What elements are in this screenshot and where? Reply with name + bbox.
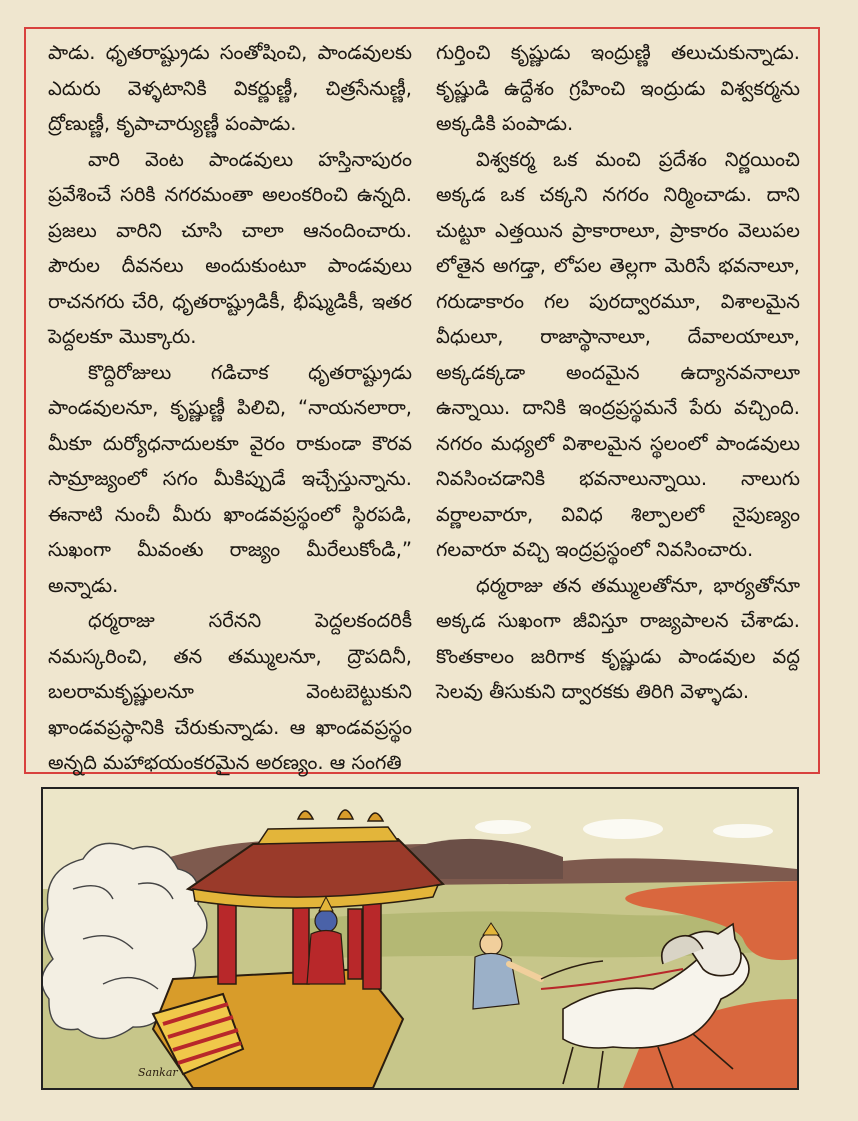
- text-frame: [24, 27, 820, 774]
- paragraph: విశ్వకర్మ ఒక మంచి ప్రదేశం నిర్ణయించి అక్కడ ఒక చక్కని నగరం నిర్మించాడు. దాని చుట్టూ ఎత్తయిన ప్రాకారాలూ, ప్రాకారం వెలుపల లోతైన అగడ్తా, లోపల తెల్లగా మెరిసే భవనాలూ, గరుడాకారం గల పురద్వారమూ, విశాలమైన వీధులూ, రాజాస్థానాలూ, దేవాలయాలూ, అక్కడక్కడా అందమైన ఉద్యానవనాలూ ఉన్నాయి. దానికి ఇంద్రప్రస్థమనే పేరు వచ్చింది. నగరం మధ్యలో విశాలమైన స్థలంలో పాండవులు నివసించడానికి భవనాలున్నాయి. నాలుగు వర్ణాలవారూ, వివిధ శిల్పాలలో నైపుణ్యం గలవారూ వచ్చి ఇంద్రప్రస్థంలో నివసించారు.: [436, 147, 800, 561]
- cloud: [713, 824, 773, 838]
- paragraph: గుర్తించి కృష్ణుడు ఇంద్రుణ్ణి తలుచుకున్నాడు. కృష్ణుడి ఉద్దేశం గ్రహించి ఇంద్రుడు విశ్వకర్మను అక్కడికి పంపాడు.: [436, 41, 800, 135]
- illustration-art: [43, 789, 797, 1088]
- krishna-body: [307, 931, 345, 985]
- cloud: [583, 819, 663, 839]
- paragraph: వారి వెంట పాండవులు హస్తినాపురం ప్రవేశించే సరికి నగరమంతా అలంకరించి ఉన్నది. ప్రజలు వారిని చూసి చాలా ఆనందించారు. పౌరుల దీవనలు అందుకుంటూ పాండవులు రాచనగరు చేరి, ధృతరాష్ట్రుడికీ, భీష్ముడికీ, ఇతర పెద్దలకూ మొక్కారు.: [48, 147, 412, 348]
- cloud: [475, 820, 531, 834]
- chariot-pillar: [363, 899, 381, 989]
- right-text-column: [436, 35, 800, 710]
- paragraph: ధర్మరాజు తన తమ్ములతోనూ, భార్యతోనూ అక్కడ సుఖంగా జీవిస్తూ రాజ్యపాలన చేశాడు. కొంతకాలం జరిగాక కృష్ణుడు పాండవుల వద్ద సెలవు తీసుకుని ద్వారకకు తిరిగి వెళ్ళాడు.: [436, 573, 800, 703]
- left-text-column: [48, 35, 412, 781]
- chariot-pillar: [348, 909, 362, 979]
- paragraph: ధర్మరాజు సరేనని పెద్దలకందరికీ నమస్కరించి, తన తమ్ములనూ, ద్రౌపదినీ, బలరామకృష్ణులనూ వెంటబెట్టుకుని ఖాండవప్రస్థానికి చేరుకున్నాడు. ఆ ఖాండవప్రస్థం అన్నది మహాభయంకరమైన అరణ్యం. ఆ సంగతి: [48, 609, 412, 774]
- chariot-illustration: [41, 787, 799, 1090]
- artist-signature: Sankar: [138, 1066, 178, 1079]
- paragraph: కొద్దిరోజులు గడిచాక ధృతరాష్ట్రుడు పాండవులనూ, కృష్ణుణ్ణీ పిలిచి, “నాయనలారా, మీకూ దుర్యోధనాదులకూ వైరం రాకుండా కౌరవ సామ్రాజ్యంలో సగం మీకిప్పుడే ఇచ్చేస్తున్నాను. ఈనాటి నుంచీ మీరు ఖాండవప్రస్థంలో స్థిరపడి, సుఖంగా మీవంతు రాజ్యం మీరేలుకోండి,” అన్నాడు.: [48, 360, 412, 597]
- charioteer-head: [480, 933, 502, 955]
- canopy-crown: [258, 827, 398, 844]
- paragraph: పాడు. ధృతరాష్ట్రుడు సంతోషించి, పాండవులకు ఎదురు వెళ్ళటానికి వికర్ణుణ్ణీ, చిత్రసేనుణ్ణీ, ద్రోణుణ్ణీ, కృపాచార్యుణ్ణీ పంపాడు.: [48, 41, 412, 135]
- krishna-head: [315, 910, 337, 932]
- charioteer-body: [473, 953, 519, 1009]
